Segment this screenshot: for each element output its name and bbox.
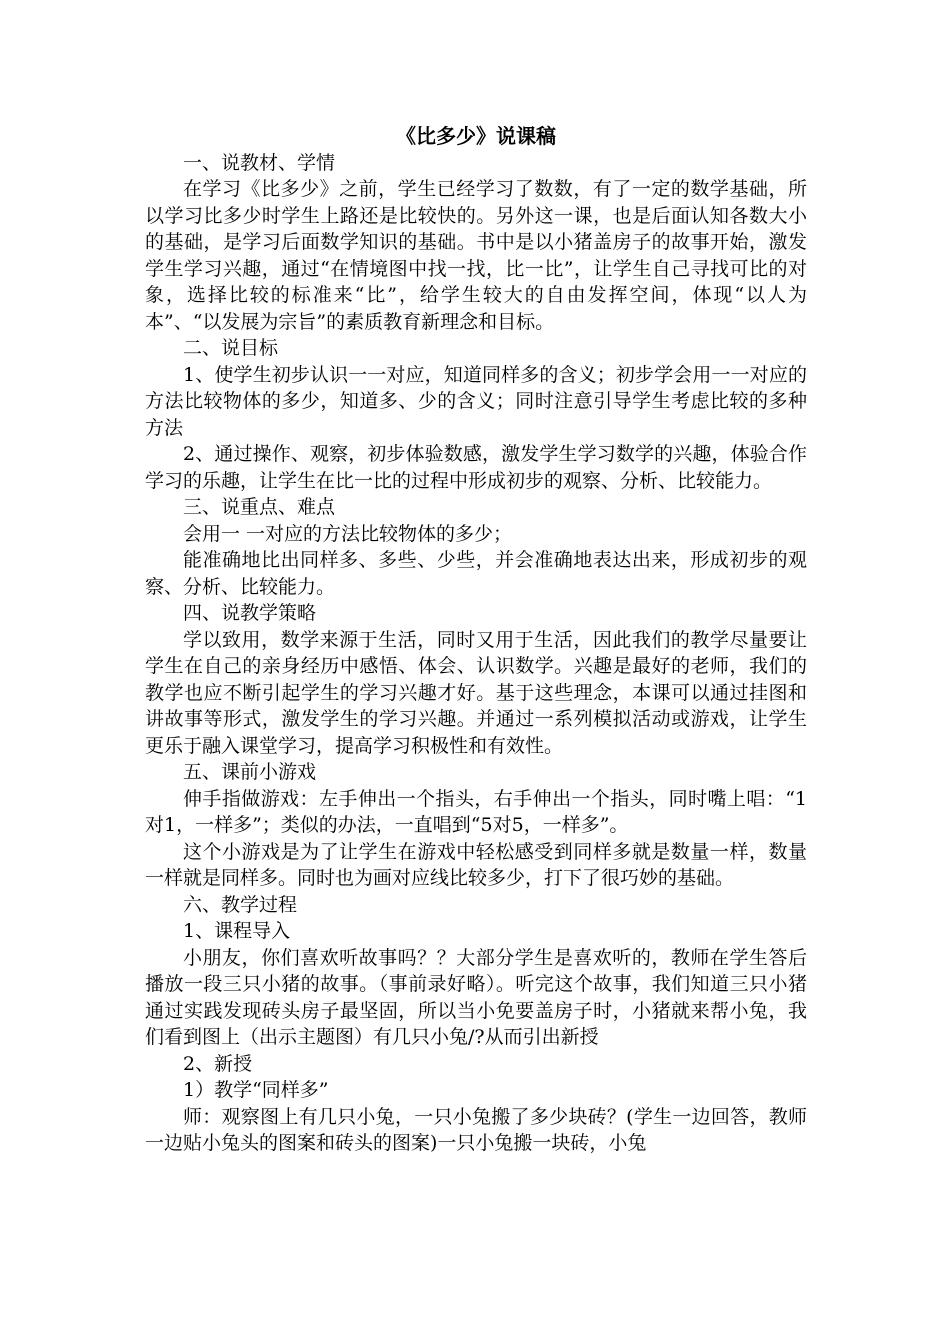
document-page bbox=[145, 123, 807, 1157]
body-paragraph: 会用一 一对应的方法比较物体的多少； bbox=[183, 522, 513, 545]
section-heading: 五、课前小游戏 bbox=[183, 761, 317, 783]
body-paragraph: 小朋友，你们喜欢听故事吗？？大部分学生是喜欢听的，教师在学生答后播放一段三只小猪的故事。（事前录好略）。听完这个故事，我们知道三只小猪通过实践发现砖头房子最坚固，所以当小免要盖房子时，小猪就来帮小兔，我们看到图上（出示主题图）有几只小兔/?从而引出新授 bbox=[145, 946, 807, 1048]
body-paragraph: 师：观察图上有几只小兔，一只小兔搬了多少块砖？(学生一边回答，教师一边贴小兔头的图案和砖头的图案)一只小兔搬一块砖，小兔 bbox=[145, 1105, 807, 1154]
subsection-heading: 1）教学“同样多” bbox=[183, 1079, 329, 1101]
subsection-heading: 2、新授 bbox=[183, 1052, 253, 1075]
body-paragraph: 学以致用，数学来源于生活，同时又用于生活，因此我们的教学尽量要让学生在自己的亲身经历中感悟、体会、认识数学。兴趣是最好的老师，我们的教学也应不断引起学生的学习兴趣才好。基于这些理念，本课可以通过挂图和讲故事等形式，激发学生的学习兴趣。并通过一系列模拟活动或游戏，让学生更乐于融入课堂学习，提高学习积极性和有效性。 bbox=[145, 628, 807, 757]
body-paragraph: 这个小游戏是为了让学生在游戏中轻松感受到同样多就是数量一样，数量一样就是同样多。同时也为画对应线比较多少，打下了很巧妙的基础。 bbox=[145, 840, 807, 889]
body-paragraph: 1、使学生初步认识一一对应，知道同样多的含义；初步学会用一一对应的方法比较物体的多少，知道多、少的含义；同时注意引导学生考虑比较的多种方法 bbox=[145, 363, 807, 439]
body-paragraph: 2、通过操作、观察，初步体验数感，激发学生学习数学的兴趣，体验合作学习的乐趣，让学生在比一比的过程中形成初步的观察、分析、比较能力。 bbox=[145, 443, 807, 492]
document-title: 《比多少》说课稿 bbox=[396, 124, 556, 148]
body-paragraph: 伸手指做游戏：左手伸出一个指头，右手伸出一个指头，同时嘴上唱：“1对1，一样多”；类似的办法，一直唱到“5对5，一样多”。 bbox=[145, 787, 807, 836]
section-heading: 二、说目标 bbox=[183, 337, 279, 359]
section-heading: 一、说教材、学情 bbox=[183, 151, 336, 174]
body-paragraph: 能准确地比出同样多、多些、少些，并会准确地表达出来，形成初步的观察、分析、比较能力。 bbox=[145, 549, 807, 598]
section-heading: 六、教学过程 bbox=[183, 893, 298, 916]
section-heading: 三、说重点、难点 bbox=[183, 496, 336, 518]
body-paragraph: 在学习《比多少》之前，学生已经学习了数数，有了一定的数学基础，所以学习比多少时学生上路还是比较快的。另外这一课，也是后面认知各数大小的基础，是学习后面数学知识的基础。书中是以小猪盖房子的故事开始，激发学生学习兴趣，通过“在情境图中找一找，比一比”，让学生自己寻找可比的对象，选择比较的标准来“比”，给学生较大的自由发挥空间，体现“以人为本”、“以发展为宗旨”的素质教育新理念和目标。 bbox=[145, 178, 807, 333]
subsection-heading: 1、课程导入 bbox=[183, 920, 291, 942]
section-heading: 四、说教学策略 bbox=[183, 602, 317, 624]
